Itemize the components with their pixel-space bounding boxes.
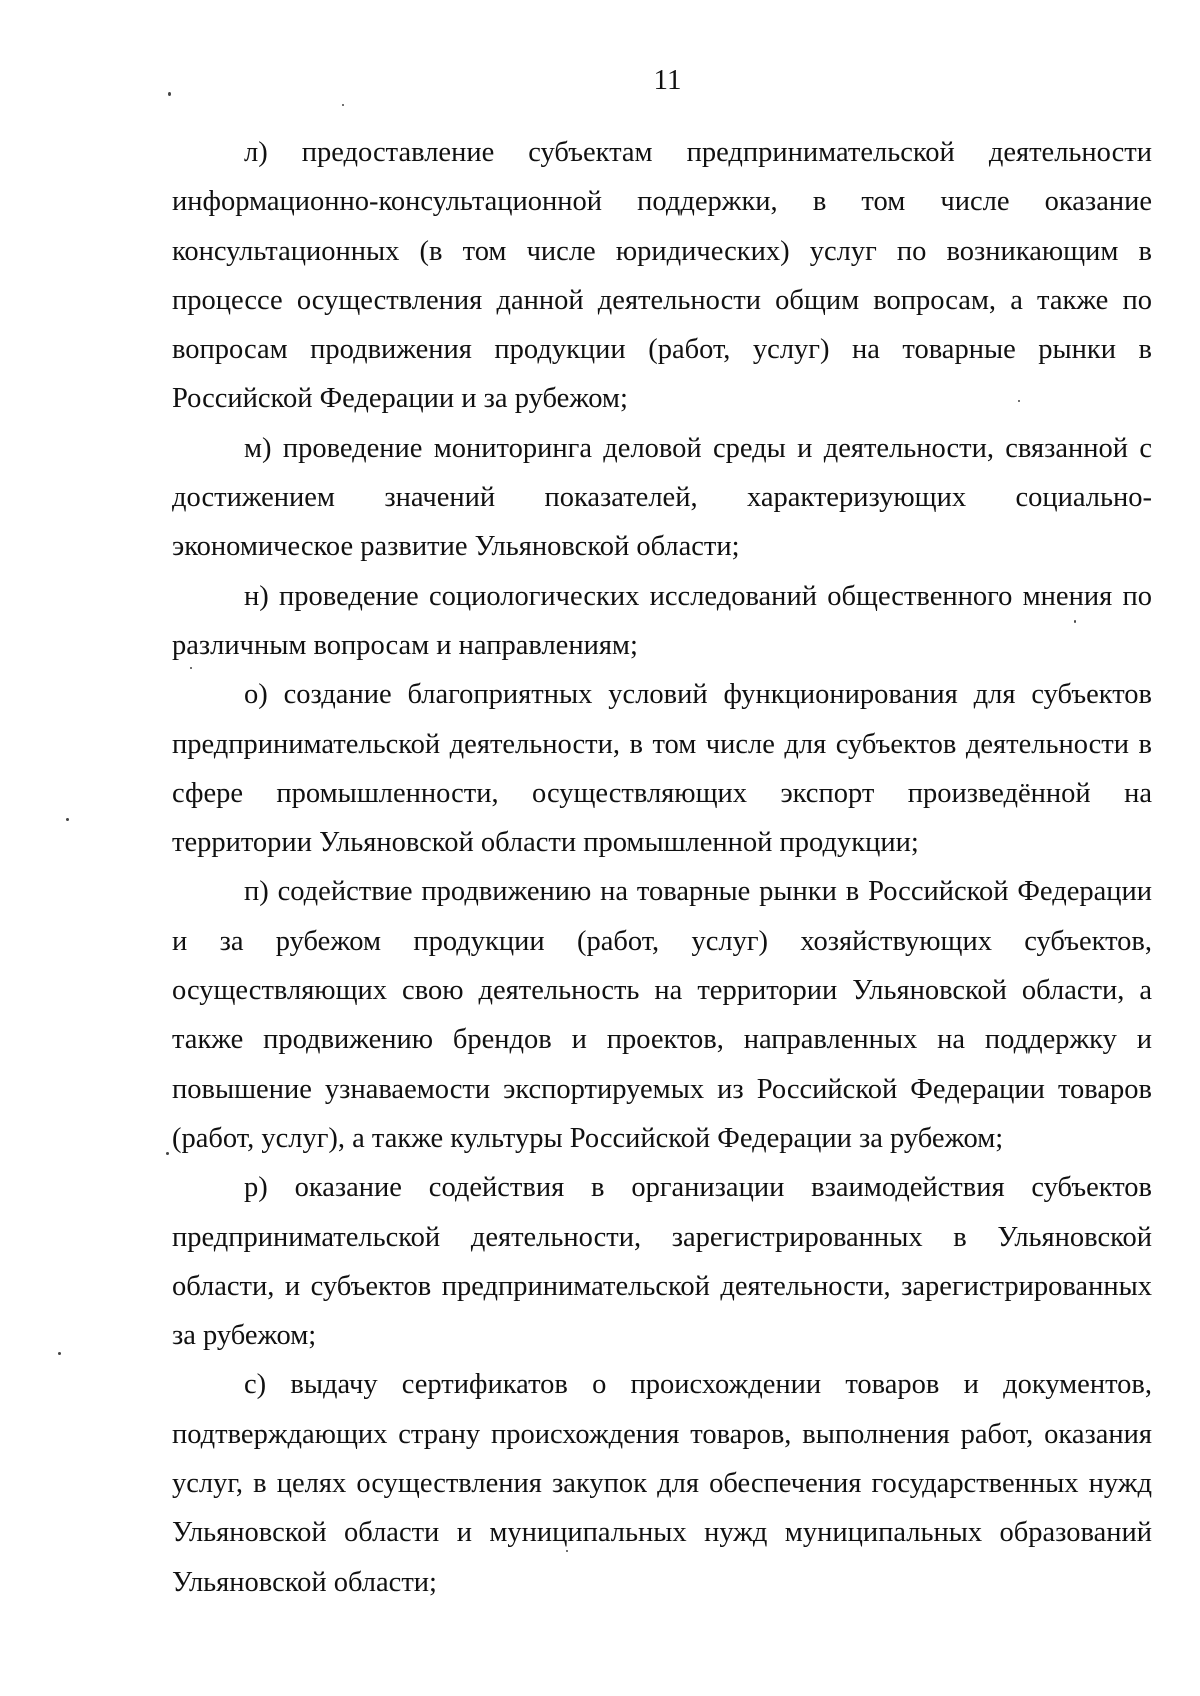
paragraph-l: л) предоставление субъектам предпринимательской деятельности информационно-консультационной поддержки, в том числе оказание консультационных (в том числе юридических) услуг по возникающим в процессе осуществления данной деятельности общим вопросам, а также по вопросам продвижения продукции (работ, услуг) на товарные рынки в Российской Федерации и за рубежом; — [172, 137, 1152, 415]
scan-speck — [166, 1152, 169, 1155]
document-body — [172, 128, 1152, 1607]
page-number: 11 — [653, 64, 682, 96]
paragraph-p: п) содействие продвижению на товарные рынки в Российской Федерации и за рубежом продукции (работ, услуг) хозяйствующих субъектов, осуществляющих свою деятельность на территории Ульяновской области, а также продвижению брендов и проектов, направленных на поддержку и повышение узнаваемости экспортируемых из Российской Федерации товаров (работ, услуг), а также культуры Российской Федерации за рубежом; — [172, 876, 1152, 1154]
paragraph-m: м) проведение мониторинга деловой среды и деятельности, связанной с достижением значений показателей, характеризующих социально-экономическое развитие Ульяновской области; — [172, 432, 1152, 563]
scan-speck — [58, 1352, 61, 1355]
scan-speck — [1074, 620, 1076, 623]
scan-speck — [1018, 400, 1020, 402]
paragraph-o: о) создание благоприятных условий функционирования для субъектов предпринимательской деятельности, в том числе для субъектов деятельности в сфере промышленности, осуществляющих экспорт произведённой на территории Ульяновской области промышленной продукции; — [172, 679, 1152, 859]
paragraph-r: р) оказание содействия в организации взаимодействия субъектов предпринимательской деятельности, зарегистрированных в Ульяновской области, и субъектов предпринимательской деятельности, зарегистрированных за рубежом; — [172, 1172, 1152, 1352]
paragraph-n: н) проведение социологических исследований общественного мнения по различным вопросам и направлениям; — [172, 580, 1152, 661]
scan-speck — [168, 92, 171, 96]
scan-speck — [342, 104, 344, 106]
scan-speck — [66, 818, 69, 821]
scan-speck — [566, 1550, 568, 1552]
paragraph-s: с) выдачу сертификатов о происхождении товаров и документов, подтверждающих страну происхождения товаров, выполнения работ, оказания услуг, в целях осуществления закупок для обеспечения государственных нужд Ульяновской области и муниципальных нужд муниципальных образований Ульяновской области; — [172, 1369, 1152, 1598]
scan-speck — [190, 667, 192, 669]
